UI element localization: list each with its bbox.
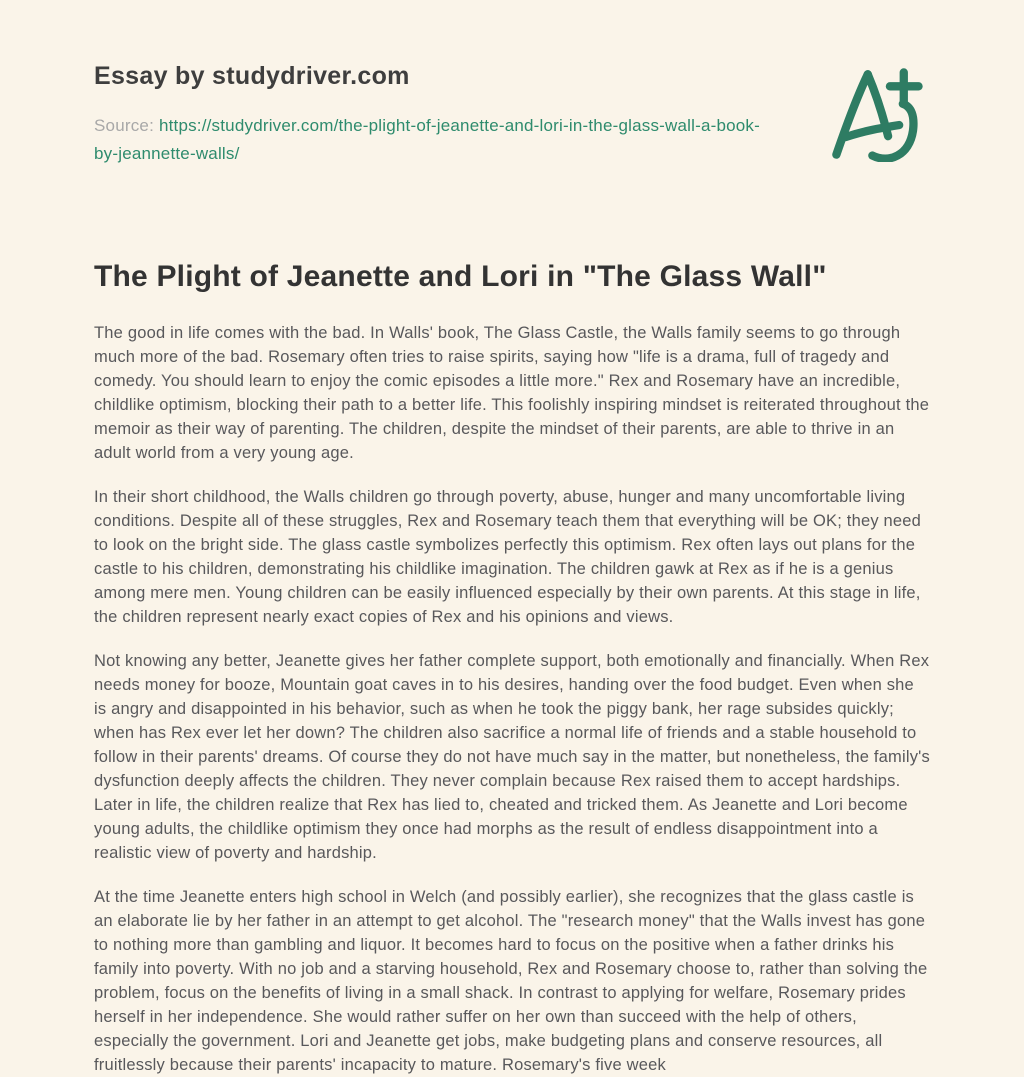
source-label: Source:	[94, 116, 154, 135]
a-plus-logo-icon	[826, 66, 928, 162]
essay-title: The Plight of Jeanette and Lori in "The Glass Wall"	[94, 260, 827, 293]
source-line	[94, 112, 784, 168]
essay-body	[94, 321, 930, 1077]
essay-paragraph: Not knowing any better, Jeanette gives her father complete support, both emotionally and financially. When Rex needs money for booze, Mountain goat caves in to his desires, handing over the food budget. Even when she is angry and disappointed in his behavior, such as when he took the piggy bank, her rage subsides quickly; when has Rex ever let her down? The children also sacrifice a normal life of friends and a stable household to follow in their parents' dreams. Of course they do not have much say in the matter, but nonetheless, the family's dysfunction deeply affects the children. They never complain because Rex raised them to accept hardships. Later in life, the children realize that Rex has lied to, cheated and tricked them. As Jeanette and Lori become young adults, the childlike optimism they once had morphs as the result of endless disappointment into a realistic view of poverty and hardship.	[94, 652, 930, 862]
essay-paragraph: At the time Jeanette enters high school in Welch (and possibly earlier), she recognizes that the glass castle is an elaborate lie by her father in an attempt to get alcohol. The "research money" that the Walls invest has gone to nothing more than gambling and liquor. It becomes hard to focus on the positive when a father drinks his family into poverty. With no job and a starving household, Rex and Rosemary choose to, rather than solving the problem, focus on the benefits of living in a small shack. In contrast to applying for welfare, Rosemary prides herself in her independence. She would rather suffer on her own than succeed with the help of others, especially the government. Lori and Jeanette get jobs, make budgeting plans and conserve resources, all fruitlessly because their parents' incapacity to mature. Rosemary's five week	[94, 888, 928, 1074]
byline: Essay by studydriver.com	[94, 62, 410, 90]
source-url-link[interactable]: https://studydriver.com/the-plight-of-jeanette-and-lori-in-the-glass-wall-a-book-by-jeannette-walls/	[94, 116, 760, 163]
header-text	[94, 62, 826, 168]
essay-page	[94, 0, 930, 1077]
header	[94, 62, 930, 168]
essay-content	[94, 258, 930, 1077]
essay-paragraph: In their short childhood, the Walls children go through poverty, abuse, hunger and many uncomfortable living conditions. Despite all of these struggles, Rex and Rosemary teach them that everything will be OK; they need to look on the bright side. The glass castle symbolizes perfectly this optimism. Rex often lays out plans for the castle to his children, demonstrating his childlike imagination. The children gawk at Rex as if he is a genius among mere men. Young children can be easily influenced especially by their own parents. At this stage in life, the children represent nearly exact copies of Rex and his opinions and views.	[94, 488, 922, 626]
essay-paragraph: The good in life comes with the bad. In Walls' book, The Glass Castle, the Walls family seems to go through much more of the bad. Rosemary often tries to raise spirits, saying how "life is a drama, full of tragedy and comedy. You should learn to enjoy the comic episodes a little more." Rex and Rosemary have an incredible, childlike optimism, blocking their path to a better life. This foolishly inspiring mindset is reiterated throughout the memoir as their way of parenting. The children, despite the mindset of their parents, are able to thrive in an adult world from a very young age.	[94, 324, 930, 462]
